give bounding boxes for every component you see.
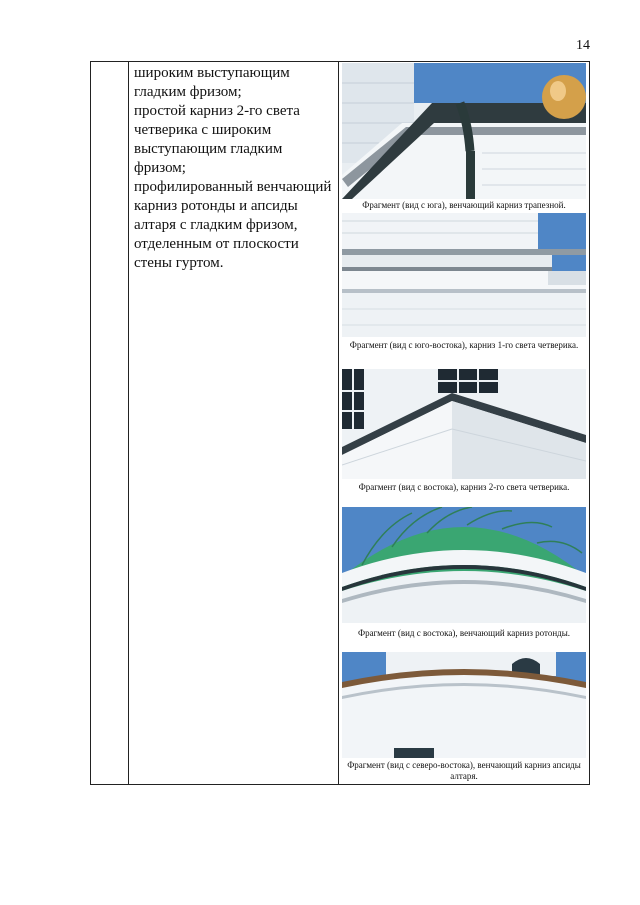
- paragraph-3: профилированный венчающий карниз ротонды и апсиды алтаря с гладким фризом, отделенным от плоскости стены гуртом.: [134, 179, 332, 271]
- table-left-border: [90, 61, 91, 785]
- dome-photo-icon: [342, 507, 586, 623]
- photo-caption-4: Фрагмент (вид с востока), венчающий карниз ротонды.: [357, 628, 571, 638]
- photo-caption-3: Фрагмент (вид с востока), карниз 2-го света четверика.: [358, 482, 570, 492]
- photo-3: [342, 369, 586, 479]
- paragraph-1: широким выступающим гладким фризом;: [134, 65, 290, 100]
- photo-caption-5: Фрагмент (вид с северо-востока), венчающий карниз апсиды алтаря.: [347, 760, 581, 781]
- photo-1: [342, 63, 586, 199]
- cornice-photo-icon: [342, 369, 586, 479]
- table-right-border: [589, 61, 590, 785]
- paragraph-2: простой карниз 2-го света четверика с широким выступающим гладким фризом;: [134, 103, 300, 176]
- apse-photo-icon: [342, 652, 586, 758]
- photo-4: [342, 507, 586, 623]
- photo-caption-1: Фрагмент (вид с юга), венчающий карниз трапезной.: [362, 200, 566, 210]
- cornice-photo-icon: [342, 63, 586, 199]
- table-column-divider-1: [128, 61, 129, 785]
- photo-2: [342, 213, 586, 337]
- photo-column: [342, 0, 586, 905]
- table-column-divider-2: [338, 61, 339, 785]
- page-number: 14: [576, 38, 590, 53]
- photo-5: [342, 652, 586, 758]
- photo-caption-2: Фрагмент (вид с юго-востока), карниз 1-го света четверика.: [349, 340, 579, 350]
- cornice-photo-icon: [342, 213, 586, 337]
- description-text: [134, 64, 334, 273]
